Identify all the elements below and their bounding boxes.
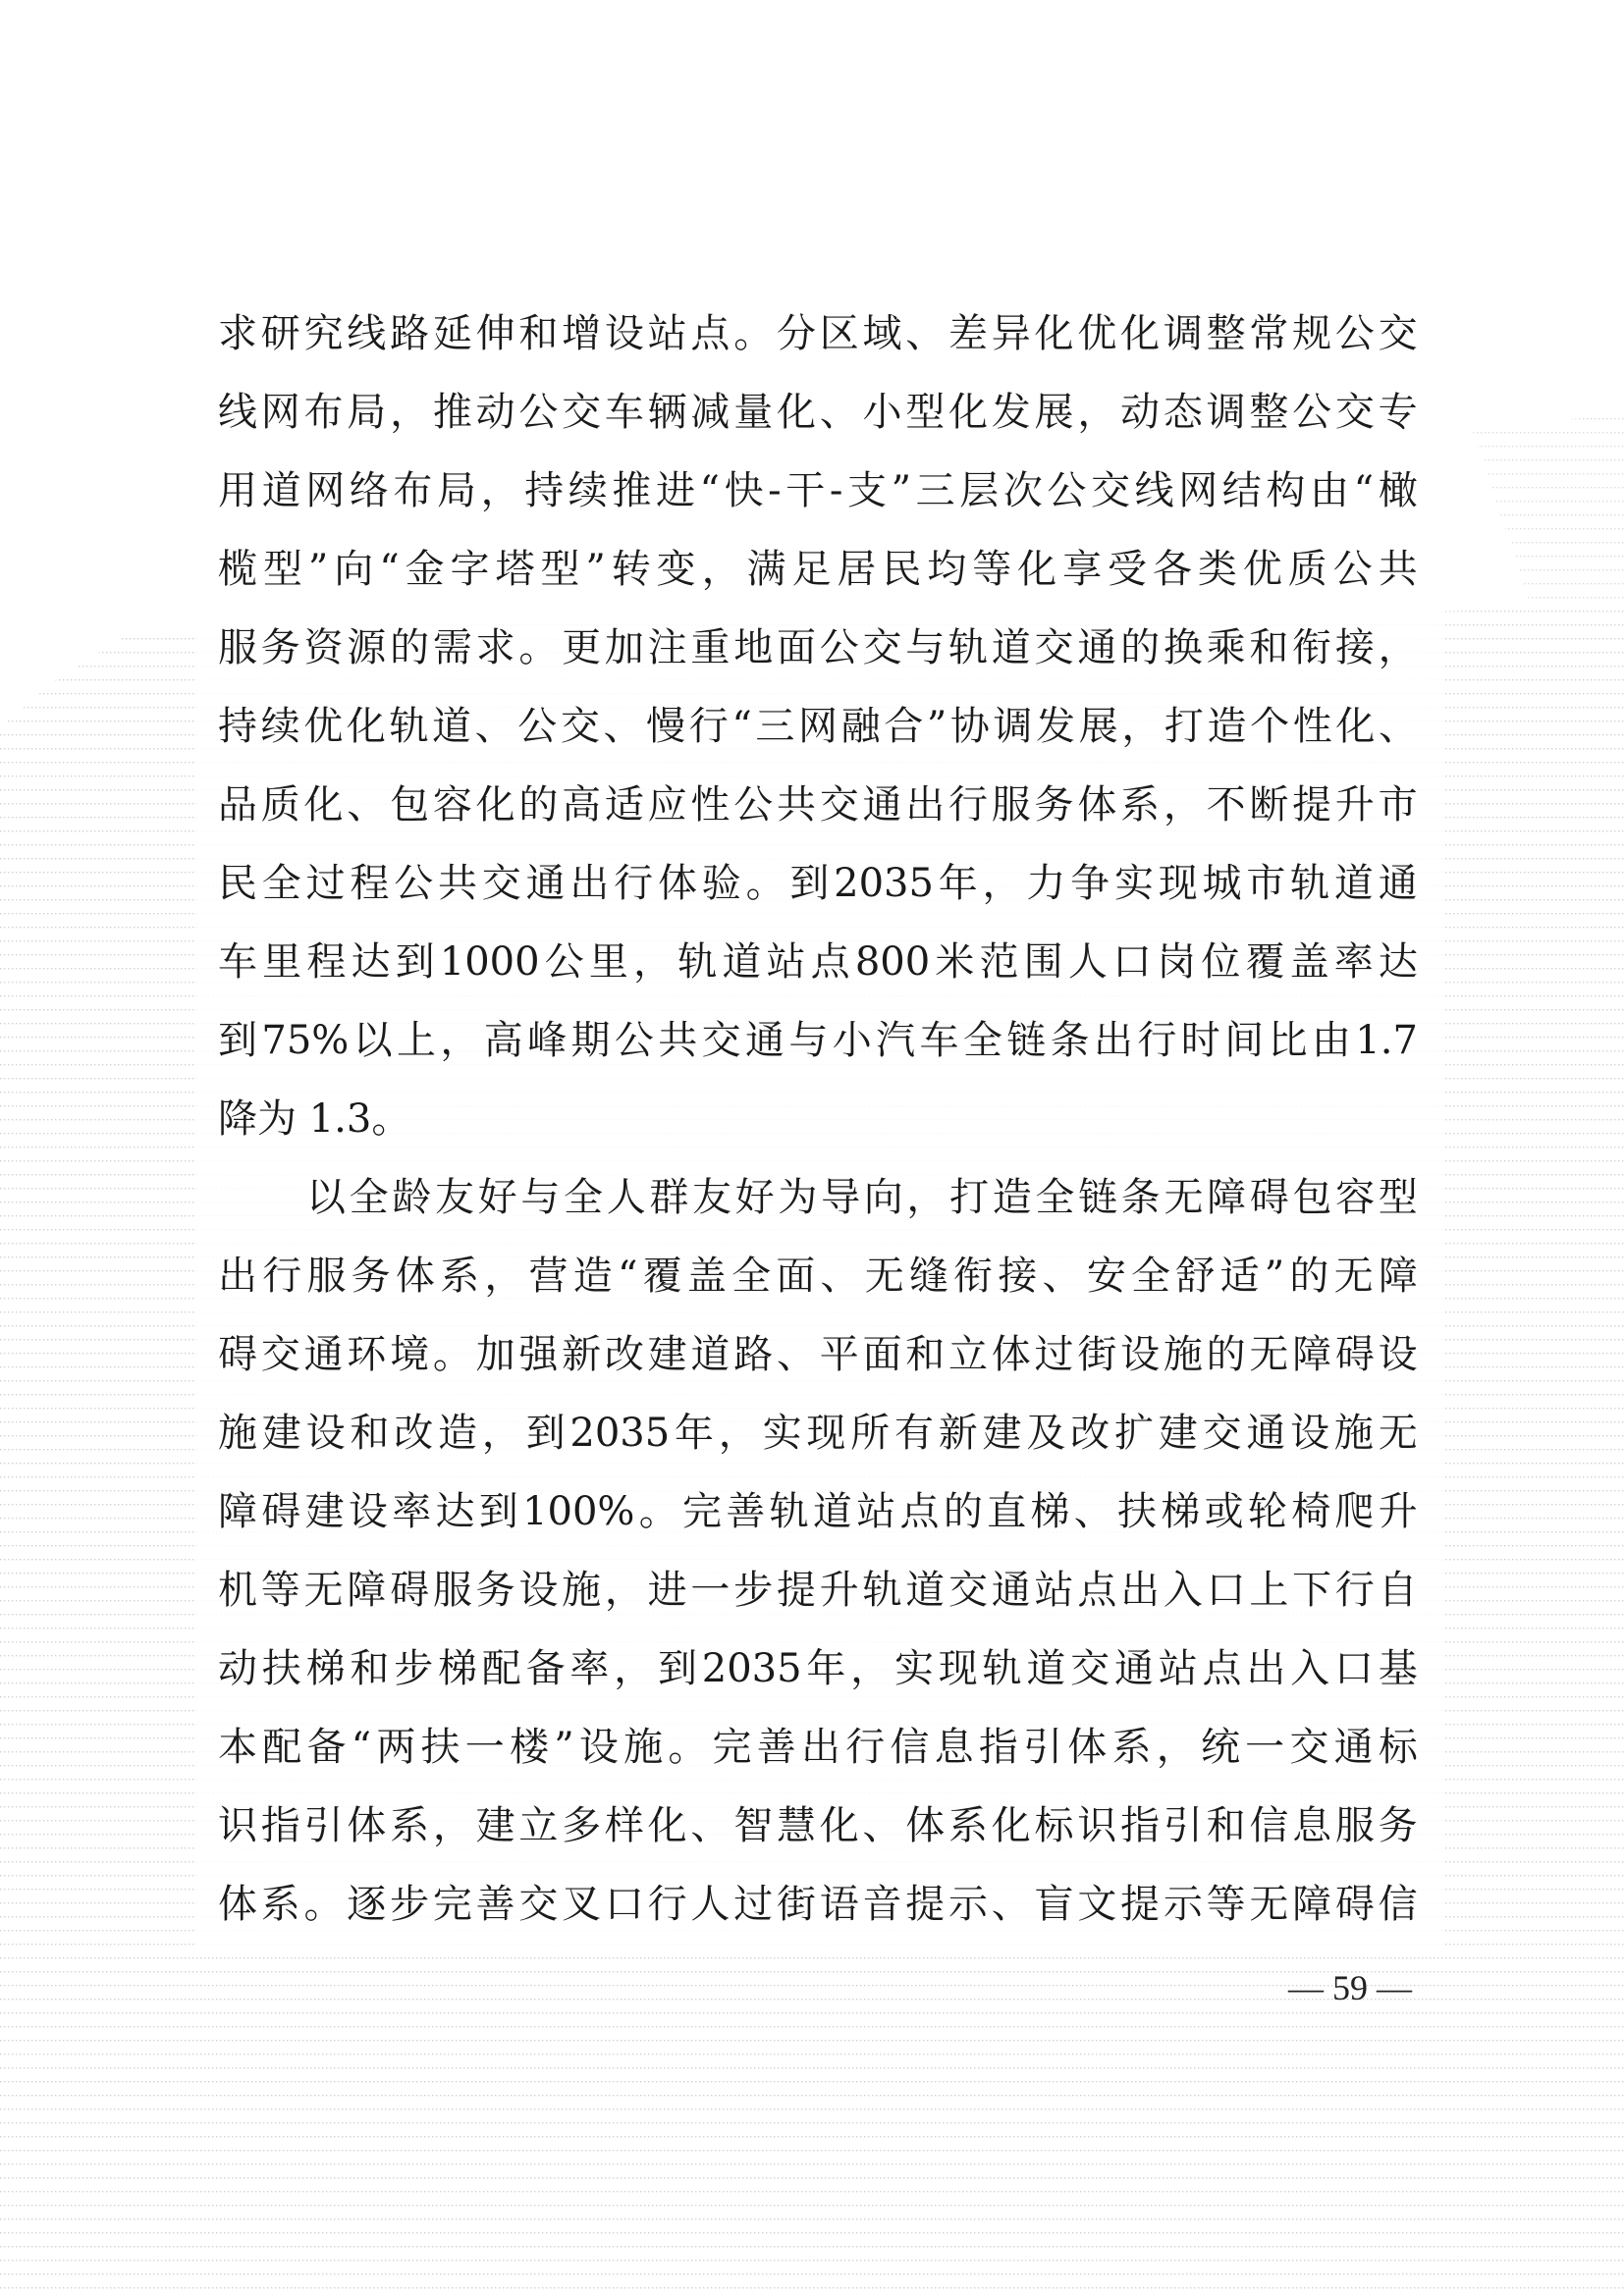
text-line: 动 扶 梯 和 步 梯 配 备 率 ， 到 2035 年 ， 实 现 轨 道 交 通 站 点 出 入 口 基 <box>218 1646 1418 1691</box>
text-line: 服 务 资 源 的 需 求 。 更 加 注 重 地 面 公 交 与 轨 道 交 通 的 换 乘 和 衔 接 ， <box>218 625 1418 670</box>
text-line: 线 网 布 局 ， 推 动 公 交 车 辆 减 量 化 、 小 型 化 发 展 ， 动 态 调 整 公 交 专 <box>218 390 1418 435</box>
text-line: 体 系 。 逐 步 完 善 交 叉 口 行 人 过 街 语 音 提 示 、 盲 文 提 示 等 无 障 碍 信 <box>218 1882 1418 1927</box>
body-text <box>218 294 1418 1944</box>
text-line: 本 配 备 “ 两 扶 一 楼 ” 设 施 。 完 善 出 行 信 息 指 引 体 系 ， 统 一 交 通 标 <box>218 1725 1418 1770</box>
page-number: — 59 — <box>1288 1968 1412 2007</box>
text-line: 用 道 网 络 布 局 ， 持 续 推 进 “ 快 - 干 - 支 ” 三 层 次 公 交 线 网 结 构 由 “ 橄 <box>218 468 1418 513</box>
text-line: 持 续 优 化 轨 道 、 公 交 、 慢 行 “ 三 网 融 合 ” 协 调 发 展 ， 打 造 个 性 化 、 <box>218 704 1418 749</box>
text-line: 以 全 龄 友 好 与 全 人 群 友 好 为 导 向 ， 打 造 全 链 条 无 障 碍 包 容 型 <box>306 1175 1418 1220</box>
paragraph <box>218 294 1418 1158</box>
text-line: 求 研 究 线 路 延 伸 和 增 设 站 点 。 分 区 域 、 差 异 化 优 化 调 整 常 规 公 交 <box>218 311 1418 356</box>
text-line: 障 碍 建 设 率 达 到 100% 。 完 善 轨 道 站 点 的 直 梯 、 扶 梯 或 轮 椅 爬 升 <box>218 1489 1418 1534</box>
text-line: 榄 型 ” 向 “ 金 字 塔 型 ” 转 变 ， 满 足 居 民 均 等 化 享 受 各 类 优 质 公 共 <box>218 547 1418 592</box>
text-line: 出 行 服 务 体 系 ， 营 造 “ 覆 盖 全 面 、 无 缝 衔 接 、 安 全 舒 适 ” 的 无 障 <box>218 1254 1418 1299</box>
text-line: 品 质 化 、 包 容 化 的 高 适 应 性 公 共 交 通 出 行 服 务 体 系 ， 不 断 提 升 市 <box>218 782 1418 828</box>
text-line: 施 建 设 和 改 造 ， 到 2035 年 ， 实 现 所 有 新 建 及 改 扩 建 交 通 设 施 无 <box>218 1411 1418 1456</box>
text-line: 到 75% 以 上 ， 高 峰 期 公 共 交 通 与 小 汽 车 全 链 条 出 行 时 间 比 由 1.7 <box>218 1018 1418 1063</box>
text-line: 民 全 过 程 公 共 交 通 出 行 体 验 。 到 2035 年 ， 力 争 实 现 城 市 轨 道 通 <box>218 861 1418 906</box>
text-line: 机 等 无 障 碍 服 务 设 施 ， 进 一 步 提 升 轨 道 交 通 站 点 出 入 口 上 下 行 自 <box>218 1568 1418 1613</box>
text-line: 降为 1.3。 <box>218 1096 411 1142</box>
text-line: 车 里 程 达 到 1000 公 里 ， 轨 道 站 点 800 米 范 围 人 口 岗 位 覆 盖 率 达 <box>218 939 1418 985</box>
text-line: 碍 交 通 环 境 。 加 强 新 改 建 道 路 、 平 面 和 立 体 过 街 设 施 的 无 障 碍 设 <box>218 1332 1418 1377</box>
paragraph <box>218 1158 1418 1944</box>
text-line: 识 指 引 体 系 ， 建 立 多 样 化 、 智 慧 化 、 体 系 化 标 识 指 引 和 信 息 服 务 <box>218 1803 1418 1848</box>
